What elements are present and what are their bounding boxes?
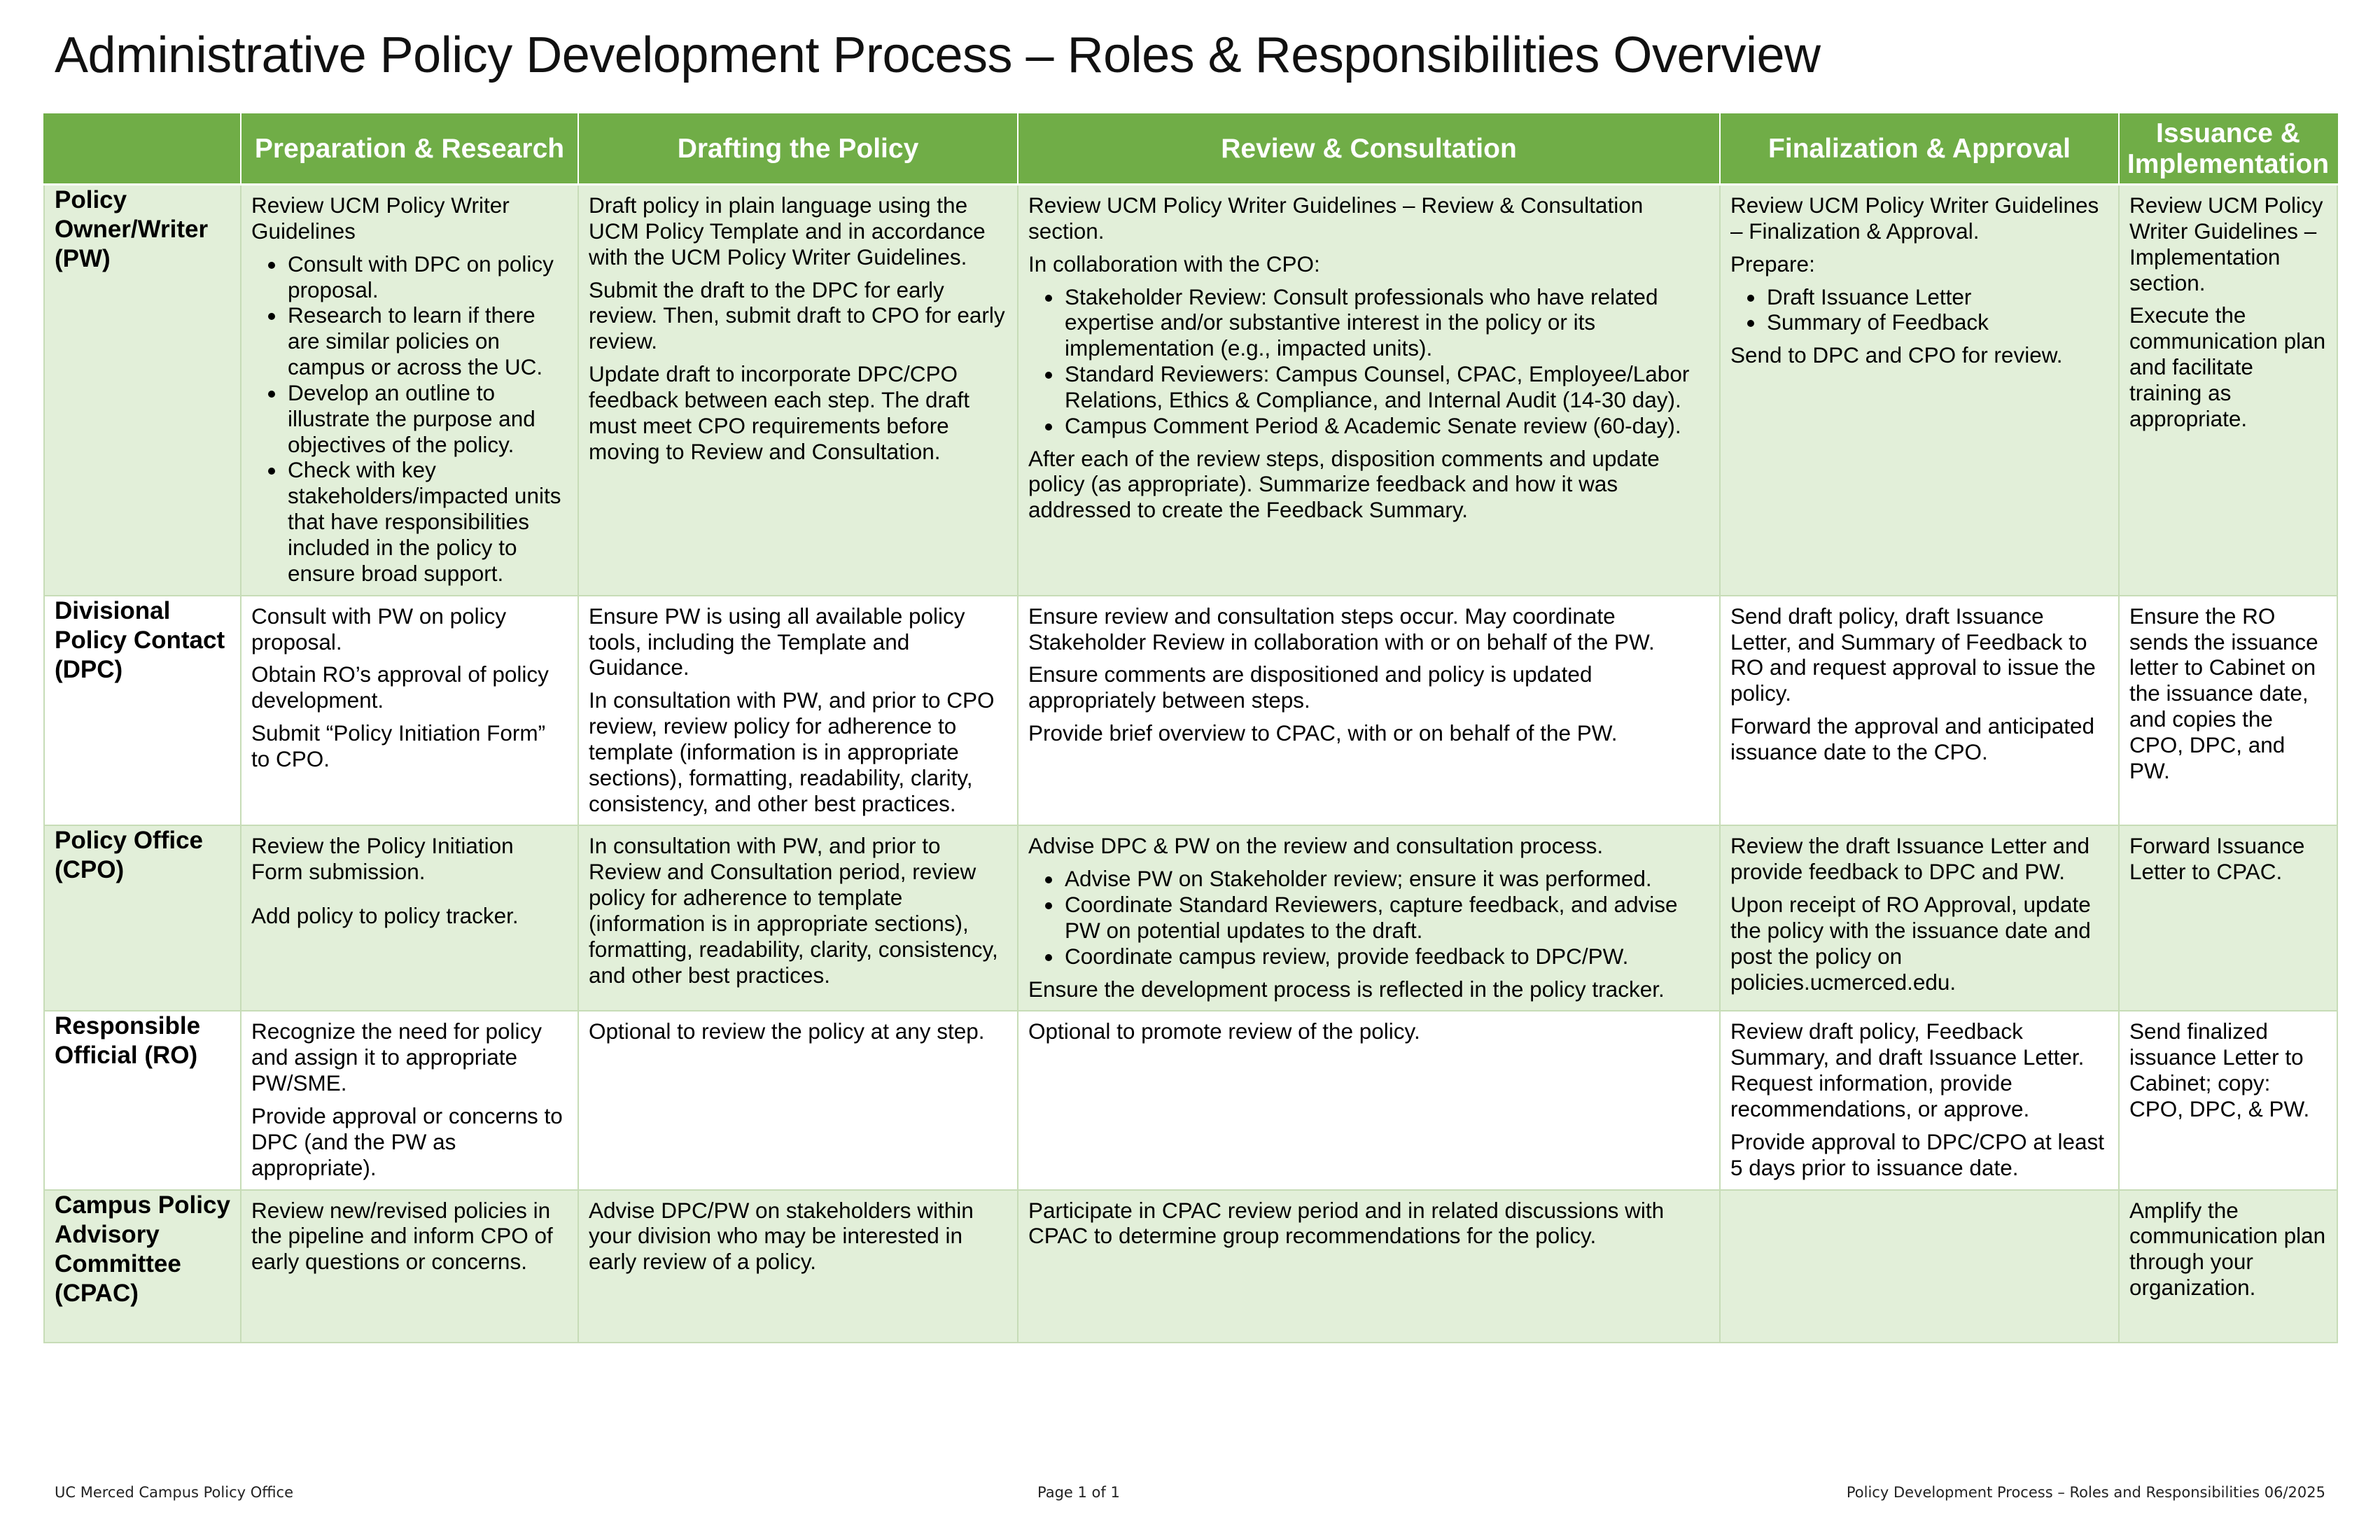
cell-paragraph: Review UCM Policy Writer Guidelines	[251, 192, 510, 244]
bullet-list	[1028, 284, 1709, 439]
cell-paragraph: Review the Policy Initiation Form submission.	[251, 833, 514, 885]
header-review-consultation: Review & Consultation	[1018, 114, 1720, 185]
cell-paragraph: Execute the communication plan and facilitate training as appropriate.	[2129, 302, 2326, 431]
cell-paragraph: Optional to promote review of the policy.	[1028, 1018, 1420, 1044]
cell-paragraph: Update draft to incorporate DPC/CPO feedback between each step. The draft must meet CPO requirements before moving to Review and Consultation.	[589, 361, 970, 464]
page-title: Administrative Policy Development Process – Roles & Responsibilities Overview	[55, 27, 1821, 83]
cell-pw-preparation-research	[241, 185, 578, 596]
cell-dpc-finalization-approval	[1720, 596, 2119, 826]
cell-dpc-review-consultation	[1018, 596, 1720, 826]
bullet-item: • Standard Reviewers: Campus Counsel, CPAC, Employee/Labor Relations, Ethics & Compliance, and Internal Audit (14-30 day).	[1063, 361, 1709, 413]
cell-paragraph: Participate in CPAC review period and in related discussions with CPAC to determine group recommendations for the policy.	[1028, 1197, 1665, 1249]
bullet-item: • Check with key stakeholders/impacted units that have responsibilities included in the policy to ensure broad support.	[286, 457, 568, 586]
header-role-column	[44, 114, 241, 185]
cell-paragraph: Add policy to policy tracker.	[251, 903, 519, 929]
cell-paragraph: Submit “Policy Initiation Form” to CPO.	[251, 720, 546, 771]
bullet-list	[251, 251, 568, 587]
cell-pw-review-consultation	[1018, 185, 1720, 596]
cell-paragraph: Review UCM Policy Writer Guidelines – Implementation section.	[2129, 192, 2323, 295]
header-row	[44, 114, 2337, 185]
cell-cpo-preparation-research	[241, 825, 578, 1011]
table-row-ro	[44, 1011, 2337, 1189]
role-label: Policy Owner/Writer (PW)	[44, 185, 241, 596]
cell-paragraph: Provide brief overview to CPAC, with or on behalf of the PW.	[1028, 720, 1618, 746]
footer-document-info: Policy Development Process – Roles and Responsibilities 06/2025	[1846, 1484, 2325, 1501]
cell-cpac-review-consultation	[1018, 1190, 1720, 1343]
cell-paragraph: In consultation with PW, and prior to Review and Consultation period, review policy for adherence to template (information is in appropriate sections), formatting, readability, clarity, consistency, and other best practices.	[589, 833, 998, 988]
cell-paragraph: Upon receipt of RO Approval, update the policy with the issuance date and post the policy on policies.ucmerced.edu.	[1730, 892, 2091, 995]
cell-cpac-preparation-research	[241, 1190, 578, 1343]
cell-paragraph: Advise DPC & PW on the review and consultation process.	[1028, 833, 1604, 859]
header-drafting-policy: Drafting the Policy	[578, 114, 1018, 185]
cell-paragraph: Prepare:	[1730, 251, 1815, 276]
table-row-cpac	[44, 1190, 2337, 1343]
roles-table	[43, 113, 2338, 1343]
cell-paragraph: Review draft policy, Feedback Summary, and draft Issuance Letter. Request information, provide recommendations, or approve.	[1730, 1018, 2085, 1121]
bullet-item: • Research to learn if there are similar policies on campus or across the UC.	[286, 302, 568, 380]
cell-paragraph: Advise DPC/PW on stakeholders within your division who may be interested in early review of a policy.	[589, 1197, 974, 1275]
bullet-item: • Summary of Feedback	[1765, 309, 2108, 335]
cell-paragraph: Ensure comments are dispositioned and policy is updated appropriately between steps.	[1028, 662, 1592, 713]
bullet-item: • Advise PW on Stakeholder review; ensure it was performed.	[1063, 866, 1709, 892]
header-preparation-research: Preparation & Research	[241, 114, 578, 185]
cell-paragraph: Send to DPC and CPO for review.	[1730, 342, 2063, 368]
cell-paragraph: Review the draft Issuance Letter and provide feedback to DPC and PW.	[1730, 833, 2090, 885]
cell-pw-issuance-implementation	[2119, 185, 2337, 596]
cell-cpo-drafting	[578, 825, 1018, 1011]
cell-paragraph: Provide approval or concerns to DPC (and the PW as appropriate).	[251, 1103, 563, 1180]
cell-paragraph: Submit the draft to the DPC for early review. Then, submit draft to CPO for early review.	[589, 276, 1005, 354]
cell-paragraph: After each of the review steps, disposition comments and update policy (as appropriate). Summarize feedback and how it was addressed to create the Feedback Summary.	[1028, 445, 1660, 523]
cell-pw-drafting	[578, 185, 1018, 596]
role-label: Responsible Official (RO)	[44, 1011, 241, 1189]
bullet-item: • Stakeholder Review: Consult professionals who have related expertise and/or substantive interest in the policy or its implementation (e.g., impacted units).	[1063, 284, 1709, 362]
role-label: Campus Policy Advisory Committee (CPAC)	[44, 1190, 241, 1343]
bullet-item: • Coordinate campus review, provide feedback to DPC/PW.	[1063, 944, 1709, 969]
cell-paragraph: In consultation with PW, and prior to CPO review, review policy for adherence to template (information is in appropriate sections), formatting, readability, clarity, consistency, and other best practices.	[589, 687, 995, 816]
table-row-pw	[44, 185, 2337, 596]
cell-dpc-issuance-implementation	[2119, 596, 2337, 826]
cell-paragraph: Ensure review and consultation steps occur. May coordinate Stakeholder Review in collaboration with or on behalf of the PW.	[1028, 603, 1655, 654]
role-label: Divisional Policy Contact (DPC)	[44, 596, 241, 826]
cell-dpc-drafting	[578, 596, 1018, 826]
role-label: Policy Office (CPO)	[44, 825, 241, 1011]
cell-cpo-finalization-approval	[1720, 825, 2119, 1011]
cell-paragraph: Obtain RO’s approval of policy development.	[251, 662, 549, 713]
cell-paragraph: Ensure PW is using all available policy tools, including the Template and Guidance.	[589, 603, 965, 680]
table-row-dpc	[44, 596, 2337, 826]
footer-office: UC Merced Campus Policy Office	[55, 1484, 294, 1501]
header-issuance-implementation: Issuance & Implementation	[2119, 114, 2337, 185]
cell-cpac-drafting	[578, 1190, 1018, 1343]
cell-ro-drafting	[578, 1011, 1018, 1189]
cell-pw-finalization-approval	[1720, 185, 2119, 596]
bullet-item: • Draft Issuance Letter	[1765, 284, 2108, 310]
cell-paragraph: Recognize the need for policy and assign it to appropriate PW/SME.	[251, 1018, 542, 1096]
cell-paragraph: Draft policy in plain language using the UCM Policy Template and in accordance with the UCM Policy Writer Guidelines.	[589, 192, 986, 270]
cell-paragraph: Consult with PW on policy proposal.	[251, 603, 507, 654]
cell-paragraph: Ensure the development process is reflected in the policy tracker.	[1028, 976, 1665, 1002]
cell-ro-preparation-research	[241, 1011, 578, 1189]
bullet-item: • Coordinate Standard Reviewers, capture feedback, and advise PW on potential updates to the draft.	[1063, 892, 1709, 944]
bullet-item: • Consult with DPC on policy proposal.	[286, 251, 568, 303]
cell-paragraph: Amplify the communication plan through your organization.	[2129, 1197, 2326, 1301]
cell-paragraph: Send finalized issuance Letter to Cabinet; copy: CPO, DPC, & PW.	[2129, 1018, 2310, 1121]
cell-ro-review-consultation	[1018, 1011, 1720, 1189]
cell-paragraph: Forward the approval and anticipated issuance date to the CPO.	[1730, 713, 2095, 764]
cell-ro-issuance-implementation	[2119, 1011, 2337, 1189]
cell-paragraph: Review UCM Policy Writer Guidelines – Finalization & Approval.	[1730, 192, 2099, 244]
cell-paragraph: Review new/revised policies in the pipeline and inform CPO of early questions or concerns.	[251, 1197, 553, 1275]
cell-paragraph: Review UCM Policy Writer Guidelines – Review & Consultation section.	[1028, 192, 1644, 244]
cell-paragraph: Ensure the RO sends the issuance letter to Cabinet on the issuance date, and copies the CPO, DPC, and PW.	[2129, 603, 2318, 783]
bullet-list	[1730, 284, 2108, 336]
bullet-item: • Develop an outline to illustrate the purpose and objectives of the policy.	[286, 380, 568, 458]
cell-paragraph: Send draft policy, draft Issuance Letter, and Summary of Feedback to RO and request approval to issue the policy.	[1730, 603, 2096, 706]
cell-cpo-review-consultation	[1018, 825, 1720, 1011]
header-finalization-approval: Finalization & Approval	[1720, 114, 2119, 185]
cell-cpo-issuance-implementation	[2119, 825, 2337, 1011]
cell-paragraph: Forward Issuance Letter to CPAC.	[2129, 833, 2305, 885]
cell-cpac-issuance-implementation	[2119, 1190, 2337, 1343]
table-row-cpo	[44, 825, 2337, 1011]
cell-ro-finalization-approval	[1720, 1011, 2119, 1189]
bullet-list	[1028, 866, 1709, 969]
cell-dpc-preparation-research	[241, 596, 578, 826]
footer-page-number: Page 1 of 1	[1037, 1484, 1120, 1501]
cell-cpac-finalization-approval	[1720, 1190, 2119, 1343]
bullet-item: • Campus Comment Period & Academic Senate review (60-day).	[1063, 413, 1709, 439]
cell-paragraph: In collaboration with the CPO:	[1028, 251, 1320, 276]
cell-paragraph: Provide approval to DPC/CPO at least 5 days prior to issuance date.	[1730, 1128, 2104, 1180]
cell-paragraph: Optional to review the policy at any step.	[589, 1018, 985, 1044]
table-body	[44, 185, 2337, 1343]
